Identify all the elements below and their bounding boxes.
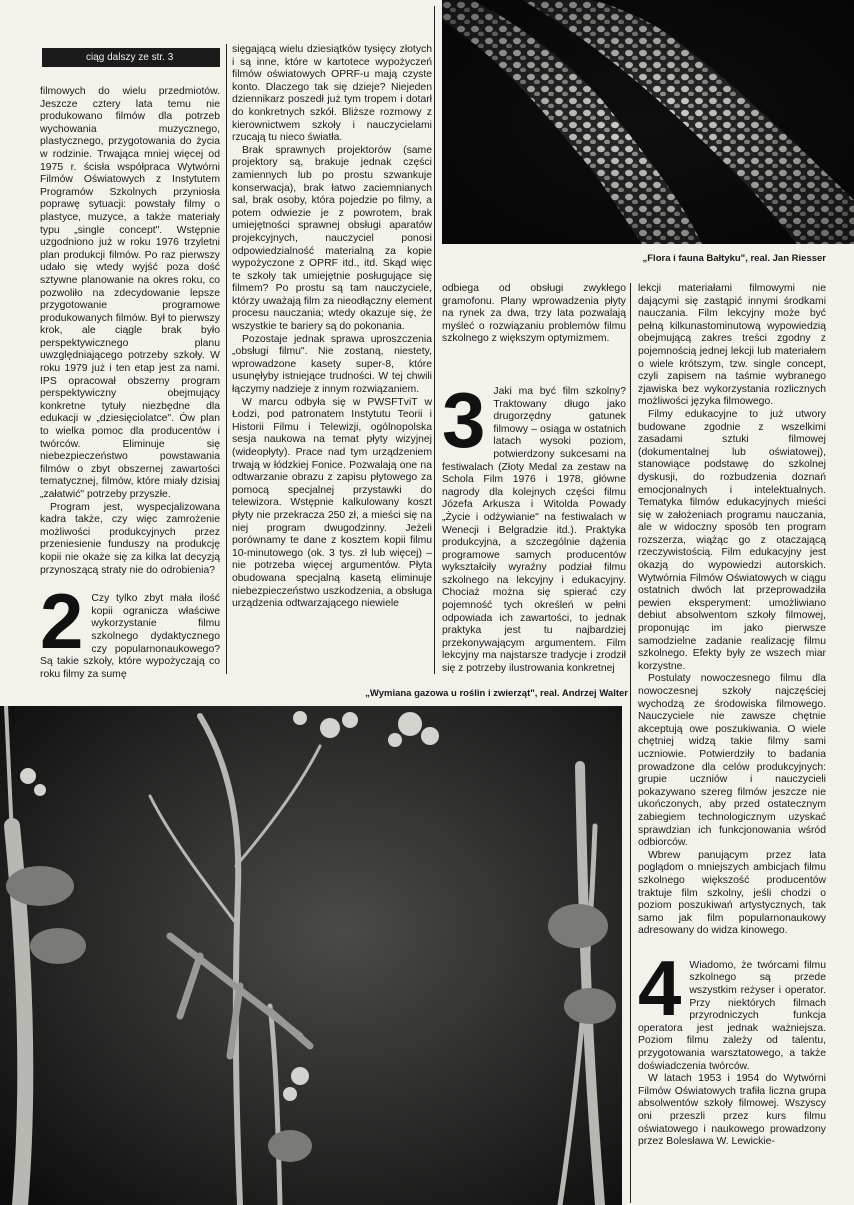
section-number-3: 3 xyxy=(442,375,486,464)
paragraph: 3 Jaki ma być film szkolny? Traktowany długo jako drugorzędny gatunek filmowy – osiąga w ostatnich latach wysoki poziom, potwierdzony sukcesami na festiwalach (Złoty Medal za zestaw na Schola Film 1976 i 1978, główne nagrody dla kolejnych części filmu Józefa Arkusza i Witolda Powady „Życie i odżywianie" na festiwalach w Wenecji i Belgradzie itd.). Praktyka produkcyjna, a szczególnie dążenia programowe samych producentów wykształciły wyraźny podział filmu szkolnego na lekcyjny i edukacyjny. Chociaż można się spierać czy pojemność tych określeń w pełni odpowiada ich zawartości, to jednak praktyka jest tu najbardziej przekonywającym argumentem. Film lekcyjny ma najstarsze tradycje i zrodził się z potrzeby ilustrowania konkretnej xyxy=(442,375,626,675)
paragraph: Pozostaje jednak sprawa uproszczenia „obsługi filmu". Nie zostaną, niestety, wprowadzone kasety super-8, które usunęłyby istniejące trudności. W tej chwili łączymy nadzieje z innym rozwiązaniem. xyxy=(232,333,432,396)
bottom-photo-caption: „Wymiana gazowa u roślin i zwierząt", real. Andrzej Walter xyxy=(365,688,628,699)
paragraph: Brak sprawnych projektorów (same projektory są, brakuje jednak części zamiennych lub po prostu szwankuje konserwacja), brak łatwo zaciemnianych sal, brak osoby, która pojedzie po filmy, a potem odwiezie je z powrotem, brak umiejętności sprawnej obsługi aparatów projekcyjnych, nauczyciel ponosi odpowiedzialność materialną za kopie wypożyczone z OPRF itd., itd. Skąd więc te szkoły tak umiejętnie posługujące się filmem? Po prostu są tam nauczyciele, którzy uważają film za nieodłączny element procesu nauczania; wtedy okazuje się, że wszystkie te bariery są do pokonania. xyxy=(232,144,432,333)
paragraph: 4 Wiadomo, że twórcami filmu szkolnego są przede wszystkim reżyser i operator. Przy niektórych filmach przyrodniczych funkcja operatora jest jednak ważniejsza. Poziom filmu zależy od talentu, przygotowania warsztatowego, a także doświadczenia twórców. xyxy=(638,943,826,1072)
paragraph: sięgającą wielu dziesiątków tysięcy złotych i są inne, które w kartotece wypożyczeń filmów oświatowych OPRF-u mają czyste konto. Dlaczego tak się dzieje? Niejeden dziennikarz poszedł już tym tropem i dotarł do konkretnych szkół. Bliższe rozmowy z kierownictwem szkoły i nauczycielami rzucają tu nieco światła. xyxy=(232,44,432,144)
column-2 xyxy=(232,44,432,611)
paragraph: filmowych do wielu przedmiotów. Jeszcze cztery lata temu nie produkowano filmów dla potrzeb wychowania muzycznego, plastycznego, przygotowania do życia w rodzinie. Trwająca mniej więcej od 1975 r. ścisła współpraca Wytwórni Filmów Oświatowych z Instytutem Programów Szkolnych przyniosła poprawę sytuacji: powstały filmy o plastyce, muzyce, a także materiały typu „single concept". Wstępnie uzgodniono już w roku 1976 trzyletni plan produkcji filmów. Po raz pierwszy udało się wtedy wyjść poza dość sztywne planowanie na okres roku, co pozwoliło na zdecydowanie lepsze przygotowanie programowe produkowanych filmów. Był to pierwszy krok, ale ciągle brak było perspektywicznego planu uwzględniającego potrzeby szkoły. W roku 1979 już i ten etap jest za nami. IPS opracował obszerny program perspektywiczny obejmujący konkretne tytuły niezbędne dla edukacji w „dziesięciolatce". Ów plan to wielka pomoc dla producentów i twórców. Eliminuje się niebezpieczeństwo powstawania filmów o zbyt obszernej zawartości tematycznej, filmów, które miały dzisiaj „załatwić" potrzeby przyszłe. xyxy=(40,86,220,500)
plants-insect-image xyxy=(0,706,622,1205)
continued-tag: ciąg dalszy ze str. 3 xyxy=(42,48,220,67)
paragraph: W latach 1953 i 1954 do Wytwórni Filmów Oświatowych trafiła liczna grupa absolwentów szkoły filmowej. Wszyscy oni przeszli przez kurs filmu oświatowego i naukowego prowadzony przez Bolesława W. Lewickie- xyxy=(638,1073,826,1148)
top-photo-caption: „Flora i fauna Bałtyku", real. Jan Riesser xyxy=(642,253,826,264)
bottom-photo xyxy=(0,706,622,1205)
top-photo xyxy=(442,0,854,244)
section-number-2: 2 xyxy=(40,577,84,666)
section-number-4: 4 xyxy=(638,943,682,1032)
paragraph: Filmy edukacyjne to już utwory budowane zgodnie z wszelkimi zasadami sztuki filmowej (dokumentalnej lub oświatowej), stanowiące podstawę do szkolnej dyskusji, do rozbudzenia doznań emocjonalnych i intelektualnych. Tematyka filmów edukacyjnych mieści się w założeniach programu nauczania, ale w widoczny sposób ten program rozszerza, wiążąc go z otaczającą rzeczywistością. Film edukacyjny jest okazją do wypowiedzi autorskich. Wytwórnia Filmów Oświatowych w ciągu ostatnich dwóch lat przeprowadziła pewien eksperyment: umożliwiano debiut absolwentom szkoły filmowej, proponując im jako pierwsze samodzielne zadanie realizację filmu szkolnego. Efekty były ze wszech miar korzystne. xyxy=(638,408,826,672)
column-4 xyxy=(638,283,826,1149)
paragraph: W marcu odbyła się w PWSFTviT w Łodzi, pod patronatem Instytutu Teorii i Historii Filmu i Telewizji, ogólnopolska sesja naukowa na temat płyty wizyjnej (wideopłyty). Prace nad tym urządzeniem trwają w łódzkiej Fonice. Pozwalają one na odtwarzanie obrazu z zapisu płytowego za pomocą specjalnej przystawki do telewizora. Wstępnie kalkulowany koszt płyty nie przekracza 250 zł, a mieści się na niej program dwugodzinny. Jeżeli porównamy te dane z kosztem kopii filmu 10-minutowego (ok. 3 tys. zł lub więcej) – nie potrzeba więcej argumentów. Płyta obudowana specjalną kasetą eliminuje niebezpieczeństwo uszkodzenia, a obsługa urządzenia odtwarzającego niewiele xyxy=(232,396,432,610)
coral-image xyxy=(442,0,854,244)
column-rule xyxy=(434,6,435,674)
column-1 xyxy=(40,86,220,681)
paragraph: Wbrew panującym przez lata poglądom o mniejszych ambicjach filmu szkolnego większość producentów traktuje film szkolny, jeśli chodzi o poziom poszukiwań artystycznych, tak samo jak film popularnonaukowy adresowany do widza kinowego. xyxy=(638,849,826,937)
column-rule xyxy=(226,44,227,674)
paragraph: lekcji materiałami filmowymi nie dającymi się zastąpić innymi środkami nauczania. Film lekcyjny może być pełną kilkunastominutową wypowiedzią obejmującą zakres treści zgodny z pojemnością jednej lekcji lub materiałem o wiele krótszym, tzw. single concept, czyli zapisem na taśmie wybranego zjawiska bez wykorzystania rozlicznych możliwości języka filmowego. xyxy=(638,283,826,408)
paragraph: Postulaty nowoczesnego filmu dla nowoczesnej szkoły najczęściej wychodzą ze środowiska filmowego. Nauczyciele nie zawsze chętnie akceptują owe poszukiwania. O wiele chętniej widzą takie filmy sami uczniowie. Potwierdziły to badania prowadzone dla celów produkcyjnych: grupie uczniów i nauczycieli pokazywano szereg filmów jeszcze nie ukończonych, aby przed ostatecznym zabiegiem technologicznym uzyskać sprawdzian ich funkcjonowania wśród odbiorców. xyxy=(638,673,826,849)
column-3 xyxy=(442,283,626,676)
paragraph: Program jest, wyspecjalizowana kadra także, czy więc zamrożenie możliwości produkcyjnych przez przeniesienie funduszy na produkcję kopii nie okaże się za kilka lat decyzją przynoszącą straty nie do odrobienia? xyxy=(40,501,220,576)
column-rule xyxy=(630,283,631,1203)
paragraph: odbiega od obsługi zwykłego gramofonu. Plany wprowadzenia płyty na rynek za dwa, trzy lata pozwalają myśleć o rozwiązaniu problemów filmu szkolnego z większym optymizmem. xyxy=(442,283,626,345)
paragraph: 2 Czy tylko zbyt mała ilość kopii ogranicza właściwe wykorzystanie filmu szkolnego dydaktycznego czy popularnonaukowego? Są takie szkoły, które wypożyczają co roku filmy za sumę xyxy=(40,577,220,680)
